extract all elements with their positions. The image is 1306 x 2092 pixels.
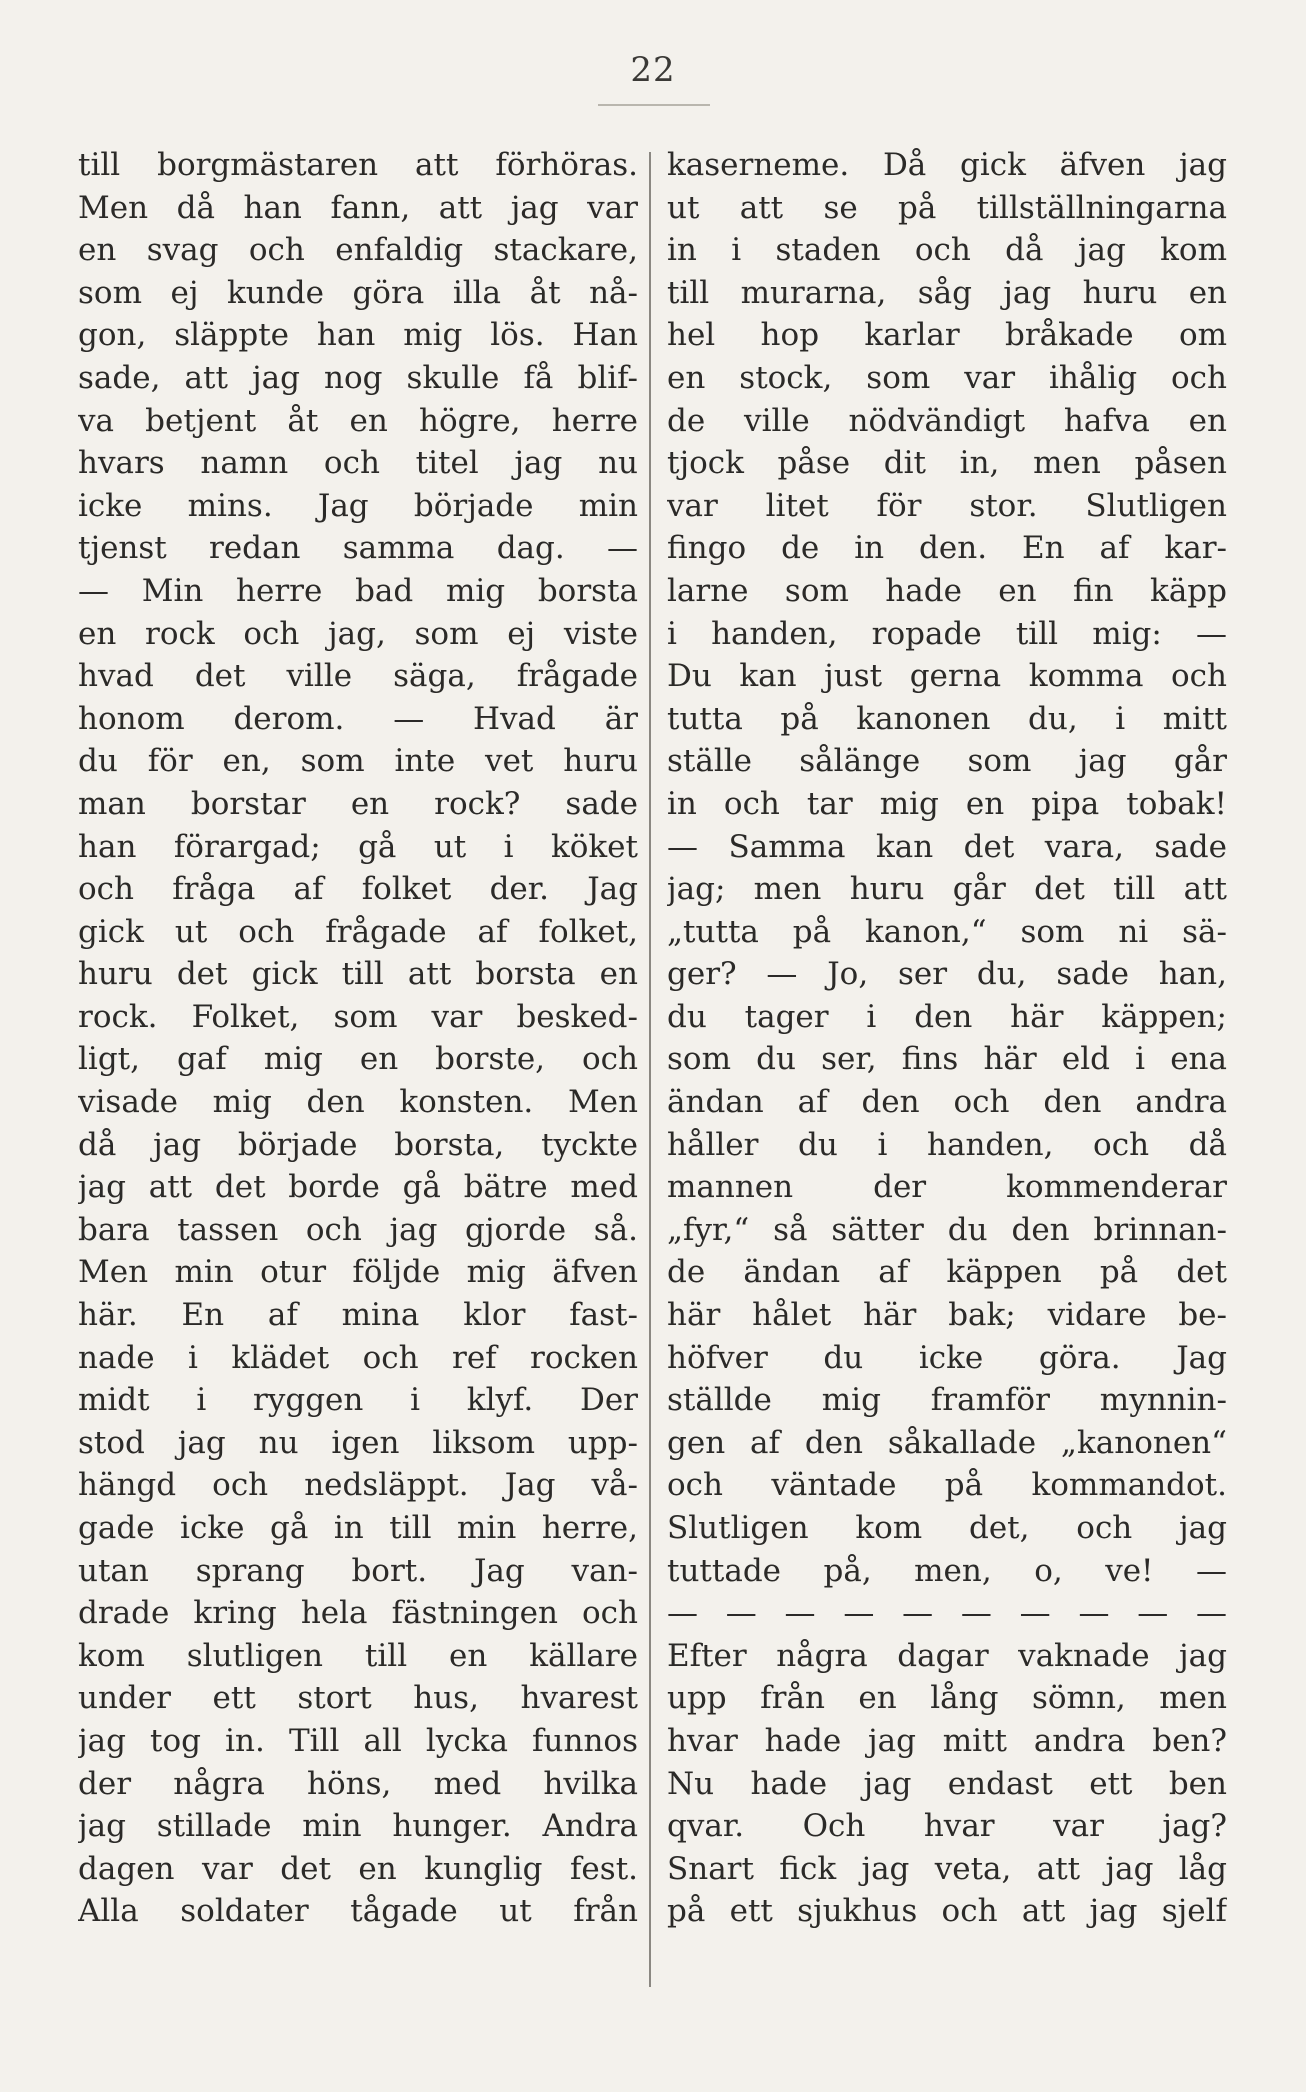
header-rule bbox=[598, 104, 710, 106]
left-column-line: hvars namn och titel jag nu bbox=[78, 445, 638, 482]
right-column-line: de ändan af käppen på det bbox=[667, 1254, 1227, 1291]
right-column-line: kaserneme. Då gick äfven jag bbox=[667, 147, 1227, 183]
left-column-line: rock. Folket, som var besked- bbox=[78, 998, 638, 1035]
right-column-line: mannen der kommenderar bbox=[667, 1169, 1227, 1206]
left-column-line: Men min otur följde mig äfven bbox=[78, 1254, 638, 1291]
right-column-line: tuttade på, men, o, ve! — bbox=[667, 1552, 1227, 1589]
right-column-line: gen af den såkallade „kanonen“ bbox=[667, 1424, 1227, 1461]
left-column-line: en rock och jag, som ej viste bbox=[78, 615, 638, 652]
left-column-line: icke mins. Jag började min bbox=[78, 487, 638, 524]
left-column-line: till borgmästaren att förhöras. bbox=[78, 147, 638, 183]
left-column-line: ligt, gaf mig en borste, och bbox=[78, 1041, 638, 1078]
right-column-line: — Samma kan det vara, sade bbox=[667, 828, 1227, 865]
right-column-line: och väntade på kommandot. bbox=[667, 1467, 1227, 1504]
left-column-line: som ej kunde göra illa åt nå- bbox=[78, 274, 638, 311]
left-column-line: gon, släppte han mig lös. Han bbox=[78, 317, 638, 354]
left-column-line: tjenst redan samma dag. — bbox=[78, 530, 638, 567]
left-column-line: gick ut och frågade af folket, bbox=[78, 913, 638, 950]
right-column-line: på ett sjukhus och att jag sjelf bbox=[667, 1893, 1227, 1930]
left-column-line: honom derom. — Hvad är bbox=[78, 700, 638, 737]
left-column-line: då jag började borsta, tyckte bbox=[78, 1126, 638, 1163]
left-column-line: drade kring hela fästningen och bbox=[78, 1595, 638, 1632]
left-column-line: Men då han fann, att jag var bbox=[78, 189, 638, 226]
right-column-line: tutta på kanonen du, i mitt bbox=[667, 700, 1227, 737]
right-column-line: ändan af den och den andra bbox=[667, 1084, 1227, 1121]
right-column-line: Du kan just gerna komma och bbox=[667, 658, 1227, 695]
right-column-line: ut att se på tillställningarna bbox=[667, 189, 1227, 226]
right-column-line: de ville nödvändigt hafva en bbox=[667, 402, 1227, 439]
left-column-line: hvad det ville säga, frågade bbox=[78, 658, 638, 695]
right-column-line: Nu hade jag endast ett ben bbox=[667, 1765, 1227, 1802]
right-column-line: ger? — Jo, ser du, sade han, bbox=[667, 956, 1227, 993]
right-column-line: till murarna, såg jag huru en bbox=[667, 274, 1227, 311]
right-column-line: Slutligen kom det, och jag bbox=[667, 1510, 1227, 1546]
right-column-line: hvar hade jag mitt andra ben? bbox=[667, 1722, 1227, 1759]
right-column-line: här hålet här bak; vidare be- bbox=[667, 1297, 1227, 1334]
right-column-line: tjock påse dit in, men påsen bbox=[667, 445, 1227, 482]
left-column-line: visade mig den konsten. Men bbox=[78, 1084, 638, 1121]
left-column-line: du för en, som inte vet huru bbox=[78, 743, 638, 780]
left-column-line: jag tog in. Till all lycka funnos bbox=[78, 1722, 638, 1759]
left-column-line: kom slutligen till en källare bbox=[78, 1637, 638, 1674]
right-column-line: qvar. Och hvar var jag? bbox=[667, 1808, 1227, 1845]
left-column-line: jag stillade min hunger. Andra bbox=[78, 1808, 638, 1845]
left-column-line: man borstar en rock? sade bbox=[78, 785, 638, 822]
right-column-line: Efter några dagar vaknade jag bbox=[667, 1637, 1227, 1674]
right-column-line: i handen, ropade till mig: — bbox=[667, 615, 1227, 652]
right-column-line: upp från en lång sömn, men bbox=[667, 1680, 1227, 1717]
right-column-line: fingo de in den. En af kar- bbox=[667, 530, 1227, 567]
left-column-line: bara tassen och jag gjorde så. bbox=[78, 1211, 638, 1248]
right-column-line: ställe sålänge som jag går bbox=[667, 743, 1227, 780]
right-column-line: Snart fick jag veta, att jag låg bbox=[667, 1850, 1227, 1887]
right-column-line: jag; men huru går det till att bbox=[667, 871, 1227, 908]
left-column-line: jag att det borde gå bätre med bbox=[78, 1169, 638, 1206]
left-column bbox=[78, 144, 638, 1933]
right-column bbox=[667, 144, 1227, 1933]
left-column-line: huru det gick till att borsta en bbox=[78, 956, 638, 993]
left-column-line: en svag och enfaldig stackare, bbox=[78, 232, 638, 269]
right-column-line: „tutta på kanon,“ som ni sä- bbox=[667, 913, 1227, 950]
left-column-line: han förargad; gå ut i köket bbox=[78, 828, 638, 865]
left-column-line: stod jag nu igen liksom upp- bbox=[78, 1424, 638, 1461]
column-divider bbox=[649, 152, 651, 1987]
left-column-line: midt i ryggen i klyf. Der bbox=[78, 1382, 638, 1419]
right-column-line: ställde mig framför mynnin- bbox=[667, 1382, 1227, 1419]
right-column-line: in i staden och då jag kom bbox=[667, 232, 1227, 269]
right-column-line: larne som hade en fin käpp bbox=[667, 572, 1227, 609]
left-column-line: utan sprang bort. Jag van- bbox=[78, 1552, 638, 1589]
left-column-line: nade i klädet och ref rocken bbox=[78, 1339, 638, 1376]
right-column-line: „fyr,“ så sätter du den brinnan- bbox=[667, 1211, 1227, 1248]
right-column-line: in och tar mig en pipa tobak! bbox=[667, 785, 1227, 822]
left-column-line: gade icke gå in till min herre, bbox=[78, 1510, 638, 1546]
right-column-line: höfver du icke göra. Jag bbox=[667, 1339, 1227, 1376]
left-column-line: Alla soldater tågade ut från bbox=[78, 1893, 638, 1930]
left-column-line: — Min herre bad mig borsta bbox=[78, 572, 638, 609]
right-column-line: håller du i handen, och då bbox=[667, 1126, 1227, 1163]
right-column-line: en stock, som var ihålig och bbox=[667, 359, 1227, 396]
left-column-line: der några höns, med hvilka bbox=[78, 1765, 638, 1802]
right-column-line: var litet för stor. Slutligen bbox=[667, 487, 1227, 524]
left-column-line: sade, att jag nog skulle få blif- bbox=[78, 359, 638, 396]
right-column-line: — — — — — — — — — — bbox=[667, 1595, 1227, 1632]
right-column-line: som du ser, fins här eld i ena bbox=[667, 1041, 1227, 1078]
left-column-line: hängd och nedsläppt. Jag vå- bbox=[78, 1467, 638, 1504]
left-column-line: va betjent åt en högre, herre bbox=[78, 402, 638, 439]
left-column-line: och fråga af folket der. Jag bbox=[78, 871, 638, 908]
left-column-line: under ett stort hus, hvarest bbox=[78, 1680, 638, 1717]
left-column-line: här. En af mina klor fast- bbox=[78, 1297, 638, 1334]
page-number: 22 bbox=[630, 50, 676, 90]
right-column-line: hel hop karlar bråkade om bbox=[667, 317, 1227, 354]
left-column-line: dagen var det en kunglig fest. bbox=[78, 1850, 638, 1887]
right-column-line: du tager i den här käppen; bbox=[667, 998, 1227, 1035]
